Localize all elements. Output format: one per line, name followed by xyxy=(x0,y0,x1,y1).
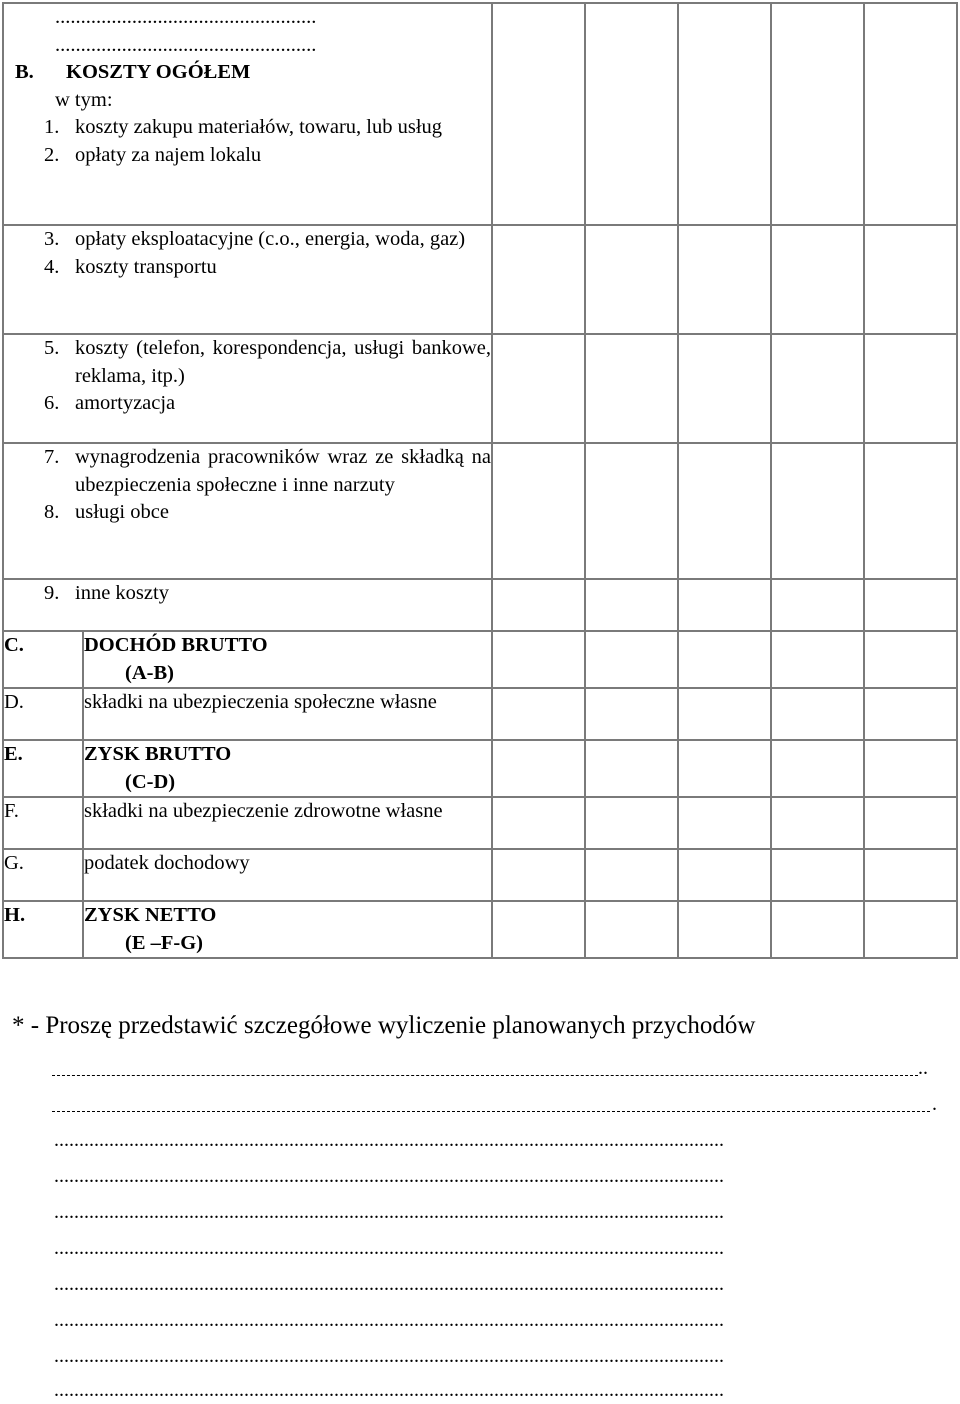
item-number: 6. xyxy=(44,392,60,414)
value-cell[interactable] xyxy=(771,688,864,740)
dotted-writing-line[interactable]: ...................................................................................................................................... xyxy=(54,1202,724,1222)
row-description: składki na ubezpieczenie zdrowotne własne xyxy=(83,797,492,849)
value-cell[interactable] xyxy=(864,901,957,958)
item-number: 4. xyxy=(44,255,60,278)
row-label: D. xyxy=(3,688,83,740)
value-cell[interactable] xyxy=(492,740,585,797)
value-cell[interactable] xyxy=(864,443,957,579)
item-text: amortyzacja xyxy=(75,392,176,414)
value-cell[interactable] xyxy=(492,901,585,958)
cost-item xyxy=(44,390,491,418)
cost-description-cell xyxy=(3,443,492,579)
item-number: 9. xyxy=(44,582,60,604)
value-cell[interactable] xyxy=(864,740,957,797)
dotted-placeholder: ................................................... xyxy=(55,6,317,28)
section-label: B. xyxy=(15,61,34,83)
writing-line[interactable] xyxy=(52,1075,918,1076)
value-cell[interactable] xyxy=(585,849,678,901)
cost-description-cell xyxy=(3,3,492,225)
value-cell[interactable] xyxy=(771,225,864,334)
writing-line-tail: . xyxy=(932,1093,937,1115)
item-number: 8. xyxy=(44,501,60,523)
cost-item xyxy=(44,335,491,390)
dotted-writing-line[interactable]: ...................................................................................................................................... xyxy=(54,1130,724,1150)
item-text: koszty transportu xyxy=(75,255,217,278)
row-title: ZYSK BRUTTO xyxy=(84,743,232,765)
value-cell[interactable] xyxy=(585,334,678,443)
value-cell[interactable] xyxy=(585,579,678,631)
value-cell[interactable] xyxy=(771,579,864,631)
cost-item xyxy=(44,499,491,527)
value-cell[interactable] xyxy=(492,334,585,443)
value-cell[interactable] xyxy=(678,334,771,443)
value-cell[interactable] xyxy=(492,579,585,631)
value-cell[interactable] xyxy=(585,901,678,958)
item-text: usługi obce xyxy=(75,501,169,523)
cost-item xyxy=(44,580,491,608)
value-cell[interactable] xyxy=(492,3,585,225)
row-label: H. xyxy=(3,901,83,958)
value-cell[interactable] xyxy=(864,579,957,631)
table-row xyxy=(3,334,957,443)
cost-item xyxy=(44,254,491,282)
value-cell[interactable] xyxy=(771,334,864,443)
value-cell[interactable] xyxy=(585,225,678,334)
item-text: wynagrodzenia pracowników wraz ze składką na ubezpieczenia społeczne i inne narzuty xyxy=(75,446,491,496)
value-cell[interactable] xyxy=(492,225,585,334)
value-cell[interactable] xyxy=(678,740,771,797)
table-row xyxy=(3,631,957,688)
writing-line-tail: .. xyxy=(918,1057,928,1079)
value-cell[interactable] xyxy=(864,849,957,901)
table-row xyxy=(3,225,957,334)
table-row xyxy=(3,443,957,579)
item-number: 7. xyxy=(44,446,60,468)
footnote-text: * - Proszę przedstawić szczegółowe wyliczenie planowanych przychodów xyxy=(12,1012,756,1039)
cost-item xyxy=(44,444,491,499)
row-description xyxy=(83,901,492,958)
item-text: koszty zakupu materiałów, towaru, lub usług xyxy=(75,116,443,138)
value-cell[interactable] xyxy=(864,334,957,443)
dotted-writing-line[interactable]: ...................................................................................................................................... xyxy=(54,1166,724,1186)
cost-item xyxy=(15,142,491,170)
row-label: G. xyxy=(3,849,83,901)
value-cell[interactable] xyxy=(492,443,585,579)
row-formula: (A-B) xyxy=(125,661,174,684)
dotted-writing-line[interactable]: ...................................................................................................................................... xyxy=(54,1274,724,1294)
row-description xyxy=(83,631,492,688)
table-row xyxy=(3,849,957,901)
section-title: KOSZTY OGÓŁEM xyxy=(66,61,251,83)
cost-description-cell xyxy=(3,225,492,334)
value-cell[interactable] xyxy=(864,797,957,849)
row-label: C. xyxy=(3,631,83,688)
value-cell[interactable] xyxy=(678,901,771,958)
dotted-writing-line[interactable]: ...................................................................................................................................... xyxy=(54,1380,724,1400)
value-cell[interactable] xyxy=(678,797,771,849)
value-cell[interactable] xyxy=(678,631,771,688)
table-row xyxy=(3,579,957,631)
item-number: 3. xyxy=(44,228,60,250)
value-cell[interactable] xyxy=(492,797,585,849)
value-cell[interactable] xyxy=(771,740,864,797)
value-cell[interactable] xyxy=(678,225,771,334)
value-cell[interactable] xyxy=(585,443,678,579)
row-description: podatek dochodowy xyxy=(83,849,492,901)
value-cell[interactable] xyxy=(864,3,957,225)
value-cell[interactable] xyxy=(585,740,678,797)
table-row xyxy=(3,3,957,225)
item-number: 2. xyxy=(44,143,60,166)
value-cell[interactable] xyxy=(585,3,678,225)
cost-item xyxy=(44,226,491,254)
section-b-heading xyxy=(15,59,491,87)
row-title: DOCHÓD BRUTTO xyxy=(84,634,268,656)
writing-line[interactable] xyxy=(52,1111,930,1112)
value-cell[interactable] xyxy=(492,631,585,688)
table-row xyxy=(3,797,957,849)
item-number: 5. xyxy=(44,337,60,359)
value-cell[interactable] xyxy=(678,579,771,631)
value-cell[interactable] xyxy=(678,443,771,579)
value-cell[interactable] xyxy=(585,797,678,849)
item-text: opłaty eksploatacyjne (c.o., energia, woda, gaz) xyxy=(75,228,466,250)
dotted-writing-line[interactable]: ...................................................................................................................................... xyxy=(54,1310,724,1330)
dotted-placeholder: ................................................... xyxy=(55,33,317,56)
value-cell[interactable] xyxy=(678,3,771,225)
value-cell[interactable] xyxy=(678,688,771,740)
row-description xyxy=(83,740,492,797)
row-title: ZYSK NETTO xyxy=(84,904,217,926)
value-cell[interactable] xyxy=(771,797,864,849)
item-number: 1. xyxy=(44,116,60,138)
row-formula: (C-D) xyxy=(125,770,176,793)
value-cell[interactable] xyxy=(771,443,864,579)
row-label: F. xyxy=(3,797,83,849)
row-description: składki na ubezpieczenia społeczne własne xyxy=(83,688,492,740)
item-text: inne koszty xyxy=(75,582,169,604)
section-subtitle: w tym: xyxy=(55,88,113,111)
row-formula: (E –F-G) xyxy=(125,931,203,954)
value-cell[interactable] xyxy=(771,631,864,688)
item-text: koszty (telefon, korespondencja, usługi bankowe, reklama, itp.) xyxy=(75,337,491,387)
table-row xyxy=(3,901,957,958)
value-cell[interactable] xyxy=(492,849,585,901)
cost-form-sheet xyxy=(2,2,960,959)
cost-item xyxy=(15,114,491,142)
row-label: E. xyxy=(3,740,83,797)
value-cell[interactable] xyxy=(585,688,678,740)
value-cell[interactable] xyxy=(585,631,678,688)
value-cell[interactable] xyxy=(492,688,585,740)
dotted-writing-line[interactable]: ...................................................................................................................................... xyxy=(54,1238,724,1258)
value-cell[interactable] xyxy=(771,849,864,901)
cost-description-cell xyxy=(3,579,492,631)
table-row xyxy=(3,688,957,740)
value-cell[interactable] xyxy=(678,849,771,901)
dotted-writing-line[interactable]: ...................................................................................................................................... xyxy=(54,1346,724,1366)
item-text: opłaty za najem lokalu xyxy=(75,143,262,166)
cost-table xyxy=(2,2,958,959)
cost-description-cell xyxy=(3,334,492,443)
table-row xyxy=(3,740,957,797)
value-cell[interactable] xyxy=(864,631,957,688)
value-cell[interactable] xyxy=(771,3,864,225)
value-cell[interactable] xyxy=(864,688,957,740)
value-cell[interactable] xyxy=(864,225,957,334)
value-cell[interactable] xyxy=(771,901,864,958)
